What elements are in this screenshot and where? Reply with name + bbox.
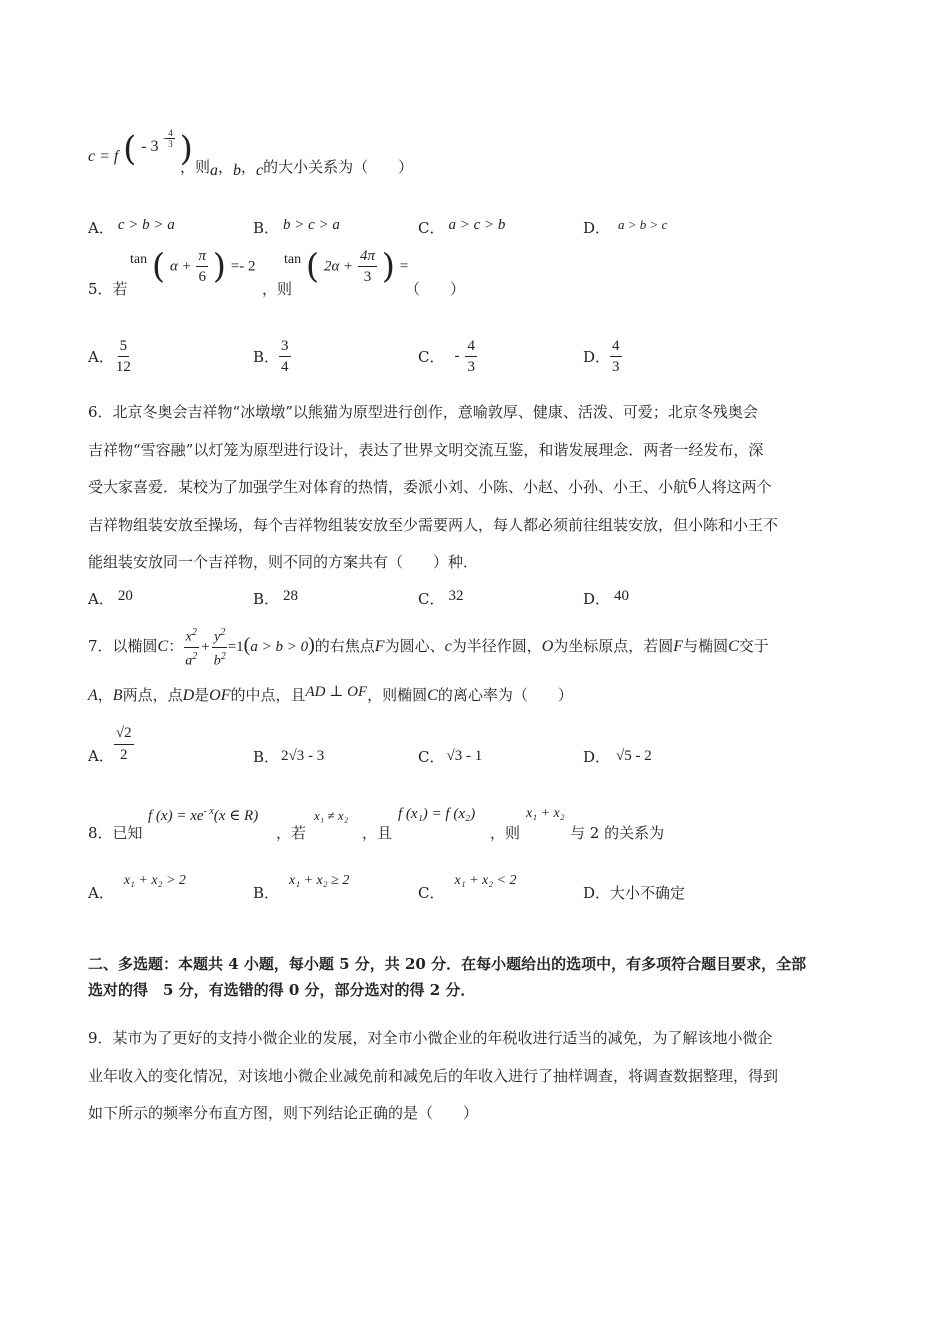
a-var: a bbox=[185, 653, 193, 669]
section2-heading-line-1: 二、多选题：本题共 4 小题，每小题 5 分，共 20 分．在每小题给出的选项中，有多项符合题目要求，全部 bbox=[88, 955, 807, 973]
q7-l2-text-5: 的离心率为（ ） bbox=[437, 686, 573, 704]
q6-option-b[interactable] bbox=[253, 588, 298, 609]
q8-option-b[interactable] bbox=[253, 873, 350, 903]
q7-text-1: 的右焦点 bbox=[314, 637, 375, 655]
option-value: a > c > b bbox=[448, 217, 506, 233]
q6-line-3 bbox=[88, 474, 868, 497]
alpha-term: α + bbox=[169, 258, 192, 275]
minus-sign: - bbox=[454, 348, 460, 364]
q8-neq: x₁ ≠ x₂ bbox=[314, 808, 349, 823]
equals: = bbox=[399, 258, 409, 275]
option-value: 28 bbox=[283, 588, 299, 604]
option-value: √5 - 2 bbox=[616, 748, 652, 764]
q8-feq: f (x₁) = f (x₂) bbox=[398, 806, 476, 822]
q8-function bbox=[148, 806, 258, 825]
option-value: 20 bbox=[117, 588, 133, 604]
frac-den: 3 bbox=[612, 359, 620, 375]
q4-right-paren: ) bbox=[179, 129, 193, 169]
option-label: B． bbox=[253, 219, 280, 237]
q6-line-1: 6．北京冬奥会吉祥物“冰墩墩”以熊猫为原型进行创作，意喻敦厚、健康、活泼、可爱；北京冬残奥会 bbox=[88, 403, 758, 421]
option-value: 40 bbox=[614, 588, 630, 604]
exponent: - x bbox=[203, 806, 214, 817]
var-C: C bbox=[157, 638, 169, 655]
q7-option-d[interactable] bbox=[583, 746, 652, 767]
q5-given bbox=[130, 246, 256, 292]
q4-var-a: a bbox=[210, 162, 219, 179]
option-label: A． bbox=[88, 590, 114, 608]
var-O: O bbox=[541, 638, 554, 655]
q4-option-c[interactable] bbox=[418, 217, 505, 238]
q4-c-base: - 3 bbox=[141, 138, 159, 155]
q4-question-tail bbox=[180, 156, 413, 177]
option-label: C． bbox=[418, 748, 445, 766]
q5-then: ，则 bbox=[262, 280, 293, 298]
frac-den: 2 bbox=[119, 747, 128, 763]
q8-text-3: ，则 bbox=[490, 824, 521, 842]
var-c: c bbox=[444, 638, 452, 655]
q4-option-a[interactable] bbox=[88, 217, 175, 238]
option-label: D． bbox=[583, 884, 611, 902]
frac-den: 12 bbox=[115, 359, 131, 375]
equals-one: =1 bbox=[227, 639, 244, 655]
q7-option-a[interactable] bbox=[88, 722, 134, 768]
option-label: B． bbox=[253, 748, 280, 766]
var-C: C bbox=[427, 687, 438, 704]
q7-text-2: 为圆心、 bbox=[384, 637, 445, 655]
option-value: a > b > c bbox=[618, 217, 668, 232]
var-B: B bbox=[112, 687, 123, 704]
q8-option-a[interactable] bbox=[88, 873, 186, 903]
b-var: b bbox=[213, 653, 221, 669]
q5-target bbox=[284, 246, 408, 292]
q7-option-c[interactable] bbox=[418, 746, 482, 767]
q8-sum: x₁ + x₂ bbox=[526, 806, 565, 821]
option-value: x₁ + x₂ ≥ 2 bbox=[289, 873, 350, 888]
q6-line-4: 吉祥物组装安放至操场，每个吉祥物组装安放至少需要两人，每人都必须前往组装安放，但小陈和小王不 bbox=[88, 516, 779, 534]
option-value: b > c > a bbox=[283, 217, 340, 233]
q6-option-d[interactable] bbox=[583, 588, 629, 609]
right-paren: ) bbox=[212, 246, 227, 287]
var-A: A bbox=[88, 687, 98, 704]
q4-tail: 的大小关系为（ ） bbox=[263, 158, 414, 176]
q4-var-c: c bbox=[256, 162, 264, 179]
q7-option-b[interactable] bbox=[253, 746, 324, 767]
three-den: 3 bbox=[363, 269, 372, 285]
var-C: C bbox=[728, 638, 739, 655]
q4-c-exp-sign: - bbox=[163, 133, 167, 143]
q7-text-4: 为坐标原点，若圆 bbox=[553, 637, 674, 655]
tan-fn: tan bbox=[130, 251, 148, 267]
q7-l2-text-2: 是 bbox=[194, 686, 210, 704]
option-label: C． bbox=[418, 348, 445, 366]
q4-option-d[interactable] bbox=[583, 217, 667, 238]
q8-text-1: ，若 bbox=[276, 824, 307, 842]
q4-c-lhs: c = f bbox=[88, 148, 119, 165]
option-label: A． bbox=[88, 348, 114, 366]
frac-den: 3 bbox=[467, 359, 475, 375]
left-paren: ( bbox=[305, 246, 320, 287]
q4-then: ，则 bbox=[180, 158, 211, 176]
q8-prefix: 8．已知 bbox=[88, 824, 143, 842]
frac-num: 4 bbox=[465, 336, 477, 357]
option-value: 32 bbox=[448, 588, 464, 604]
q6-line-2: 吉祥物“雪容融”以灯笼为原型进行设计，表达了世界文明交流互鉴，和谐发展理念．两者一经发布，深 bbox=[88, 441, 764, 459]
option-value: 2√3 - 3 bbox=[281, 748, 325, 764]
q7-text-3: 为半径作圆， bbox=[451, 637, 542, 655]
left-paren: ( bbox=[151, 246, 166, 287]
var-D: D bbox=[182, 687, 195, 704]
option-label: B． bbox=[253, 348, 280, 366]
q7-line-1: 7．以椭圆C： $\frac{x^2}{a^2}$ + $\frac{y^2}{b^2}$ =1(a > b > 0)的右焦点F为圆心、c为半径作圆，O为坐标原点，若圆F与椭圆C交于 bbox=[88, 622, 769, 668]
q5-option-c[interactable] bbox=[418, 336, 477, 380]
option-value: 大小不确定 bbox=[610, 884, 686, 902]
fx-def: f (x) = xe bbox=[148, 808, 204, 824]
q7-l2-text-1: 两点，点 bbox=[122, 686, 183, 704]
q8-option-c[interactable] bbox=[418, 873, 517, 903]
q4-sep1: ， bbox=[218, 158, 234, 176]
q8-text-2: ，且 bbox=[362, 824, 393, 842]
option-label: A． bbox=[88, 747, 114, 765]
q6-people-count: 6 bbox=[688, 474, 697, 493]
q8-option-d[interactable] bbox=[583, 882, 685, 903]
option-value: √3 - 1 bbox=[446, 748, 483, 764]
q7-line-2 bbox=[88, 684, 573, 707]
q6-line-3a: 受大家喜爱．某校为了加强学生对体育的热情，委派小刘、小陈、小赵、小孙、小王、小航 bbox=[88, 478, 689, 496]
two-alpha-term: 2α + bbox=[323, 258, 354, 275]
given-value: =- 2 bbox=[230, 258, 256, 275]
frac-den: 4 bbox=[281, 359, 289, 375]
option-label: C． bbox=[418, 590, 445, 608]
frac-num: 3 bbox=[279, 336, 291, 357]
right-paren: ) bbox=[381, 246, 396, 287]
q7-text-6: 交于 bbox=[738, 637, 769, 655]
option-label: C． bbox=[418, 884, 445, 902]
q6-option-c[interactable] bbox=[418, 588, 463, 609]
plus: + bbox=[201, 639, 210, 655]
q4-c-exp-den: 3 bbox=[168, 139, 173, 150]
q4-var-b: b bbox=[233, 162, 242, 179]
option-value: c > b > a bbox=[117, 217, 175, 233]
perp-condition: AD ⊥ OF bbox=[305, 684, 368, 700]
section2-heading-line-2: 选对的得 5 分，有选错的得 0 分，部分选对的得 2 分． bbox=[88, 981, 476, 999]
q7-prefix: 7．以椭圆 bbox=[88, 637, 158, 655]
q7-l2-text-3: 的中点，且 bbox=[230, 686, 306, 704]
option-label: B． bbox=[253, 884, 280, 902]
q4-c-definition bbox=[88, 128, 193, 172]
six-den: 6 bbox=[198, 269, 206, 285]
option-label: C． bbox=[418, 219, 445, 237]
q6-line-3b: 人将这两个 bbox=[696, 478, 772, 496]
var-F: F bbox=[673, 638, 684, 655]
option-value: x₁ + x₂ > 2 bbox=[123, 873, 186, 888]
x-var: x bbox=[185, 629, 192, 645]
q6-line-5: 能组装安放同一个吉祥物，则不同的方案共有（ ）种． bbox=[88, 553, 479, 571]
q5-option-a[interactable] bbox=[88, 336, 133, 380]
option-label: D． bbox=[583, 590, 611, 608]
q4-option-b[interactable] bbox=[253, 217, 340, 238]
condition: a > b > 0 bbox=[250, 639, 309, 655]
option-label: D． bbox=[583, 748, 611, 766]
q5-paren: （ ） bbox=[405, 280, 466, 298]
q8-text-4: 与 2 的关系为 bbox=[570, 824, 665, 842]
option-label: D． bbox=[583, 348, 611, 366]
q9-line-2: 业年收入的变化情况，对该地小微企业减免前和减免后的年收入进行了抽样调查，将调查数据整理，得到 bbox=[88, 1067, 779, 1085]
y-var: y bbox=[214, 629, 221, 645]
frac-num: 4 bbox=[610, 336, 622, 357]
q5-number: 5．若 bbox=[88, 280, 128, 298]
q4-sep2: ， bbox=[241, 158, 257, 176]
tan-fn: tan bbox=[284, 251, 302, 267]
q5-option-b[interactable] bbox=[253, 336, 291, 380]
q4-left-paren: ( bbox=[123, 129, 137, 169]
var-F: F bbox=[374, 638, 385, 655]
option-label: A． bbox=[88, 219, 114, 237]
frac-num: 5 bbox=[118, 336, 130, 357]
domain: (x ∈ R) bbox=[213, 808, 259, 824]
four-pi-num: 4π bbox=[358, 246, 377, 267]
q7-l2-text-4: ，则椭圆 bbox=[367, 686, 428, 704]
option-value: x₁ + x₂ < 2 bbox=[454, 873, 517, 888]
option-label: B． bbox=[253, 590, 280, 608]
q5-option-d[interactable] bbox=[583, 336, 622, 380]
frac-num: √2 bbox=[114, 722, 134, 745]
option-label: D． bbox=[583, 219, 611, 237]
q4-c-exp-num: 4 bbox=[168, 128, 173, 139]
colon: ： bbox=[168, 637, 184, 655]
q7-text-5: 与椭圆 bbox=[683, 637, 729, 655]
comma: ， bbox=[97, 686, 113, 704]
q9-line-1: 9．某市为了更好的支持小微企业的发展，对全市小微企业的年税收进行适当的减免，为了解该地小微企 bbox=[88, 1029, 773, 1047]
q9-line-3: 如下所示的频率分布直方图，则下列结论正确的是（ ） bbox=[88, 1104, 479, 1122]
q6-option-a[interactable] bbox=[88, 588, 133, 609]
option-label: A． bbox=[88, 884, 114, 902]
var-OF: OF bbox=[209, 687, 231, 704]
pi-num: π bbox=[196, 246, 208, 267]
